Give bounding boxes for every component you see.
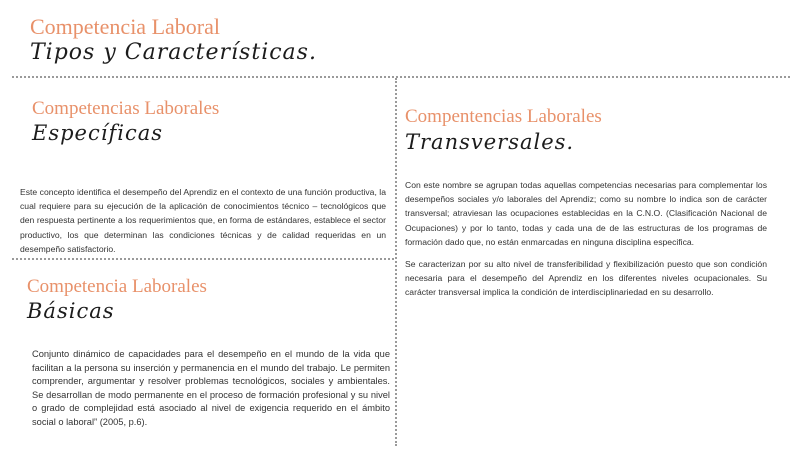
transversales-paragraph-2: Se caracterizan por su alto nivel de transferibilidad y flexibilización puesto que son condición necesaria para el desempeño del Aprendiz en los diferentes niveles ocupacionales. Su carácter transversal implica la condición de interdisciplinariedad en su desarrollo. xyxy=(405,259,767,298)
basicas-title: Competencia Laborales xyxy=(27,276,207,297)
basicas-text: Conjunto dinámico de capacidades para el desempeño en el mundo de la vida que facilitan a la persona su inserción y permanencia en el mundo del trabajo. Le permiten comprender, argumentar y resolver problemas tecnológicos, sociales y ambientales. Se desarrollan de modo permanente en el proceso de formación profesional y su nivel o grado de complejidad está asociado al nivel de exigencia requerido en el ámbito social o laboral” (2005, p.6). xyxy=(32,349,390,427)
transversales-subtitle: Transversales. xyxy=(405,130,575,154)
left-divider xyxy=(12,258,394,260)
especificas-title: Competencias Laborales xyxy=(32,98,220,119)
page-title: Competencia Laboral xyxy=(30,14,220,39)
especificas-text: Este concepto identifica el desempeño del Aprendiz en el contexto de una función productiva, la cual requiere para su ejecución de la aplicación de conocimientos técnico – tecnológicos que den respuesta pertinente a los requerimientos que, en forma de estándares, establece el sector productivo, los que determinan las condiciones técnicas y de calidad requeridas en un desempeño satisfactorio. xyxy=(20,187,386,254)
transversales-text xyxy=(405,178,767,308)
vertical-divider xyxy=(395,78,397,446)
transversales-title: Compentencias Laborales xyxy=(405,106,602,127)
transversales-paragraph-1: Con este nombre se agrupan todas aquellas competencias necesarias para complementar los desempeños sociales y/o laborales del Aprendiz; como su nombre lo indica son de carácter transversal; atraviesan las ocupaciones establecidas en la C.N.O. (Clasificación Nacional de Ocupaciones) y por lo tanto, todas y cada una de de las estructuras de los programas de formación dado que, no están enmarcadas en ninguna disciplina especifica. xyxy=(405,180,767,247)
top-divider xyxy=(12,76,790,78)
page-subtitle: Tipos y Características. xyxy=(30,40,317,65)
basicas-subtitle: Básicas xyxy=(27,299,115,323)
especificas-subtitle: Específicas xyxy=(32,121,164,145)
